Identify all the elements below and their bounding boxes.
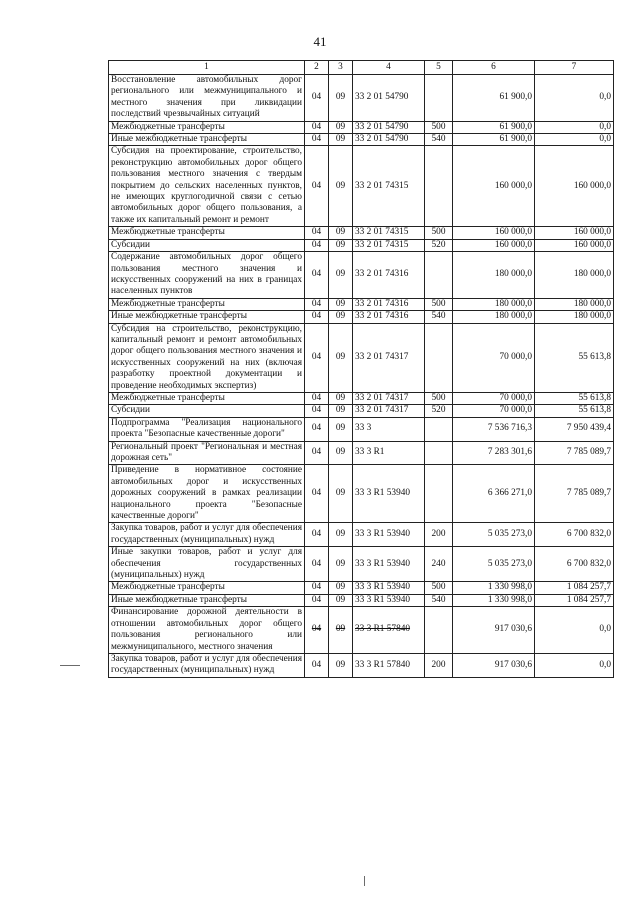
table-row — [109, 134, 614, 146]
amount-year1-cell: 6 366 271,0 — [453, 465, 535, 523]
amount-year1-cell: 160 000,0 — [453, 146, 535, 227]
target-code-cell: 33 3 R1 57840 — [353, 607, 425, 654]
expense-type-cell: 240 — [425, 547, 453, 582]
item-name-cell: Субсидия на проектирование, строительство, реконструкцию автомобильных дорог общего пользования местного значения с твердым покрытием до сельских населенных пунктов, не имеющих круглогодичной связи с сетью автомобильных дорог общего пользования, а также их капитальный ремонт и ремонт — [109, 146, 305, 227]
item-name-cell: Подпрограмма "Реализация национального проекта "Безопасные качественные дороги" — [109, 417, 305, 441]
item-name-cell: Восстановление автомобильных дорог регионального или межмуниципального и местного значения при ликвидации последствий чрезвычайных ситуаций — [109, 75, 305, 122]
expense-type-cell: 520 — [425, 405, 453, 417]
table-row — [109, 523, 614, 547]
target-code-cell: 33 2 01 74315 — [353, 227, 425, 239]
expense-type-cell: 500 — [425, 582, 453, 594]
item-name-cell: Закупка товаров, работ и услуг для обеспечения государственных (муниципальных) нужд — [109, 653, 305, 677]
expense-type-cell: 540 — [425, 311, 453, 323]
item-name-cell: Межбюджетные трансферты — [109, 298, 305, 310]
target-code-cell: 33 2 01 54790 — [353, 121, 425, 133]
target-code-cell: 33 3 R1 — [353, 441, 425, 465]
section-cell: 04 — [305, 134, 329, 146]
target-code-cell: 33 2 01 74317 — [353, 323, 425, 392]
column-header: 2 — [305, 61, 329, 75]
column-header: 1 — [109, 61, 305, 75]
subsection-cell: 09 — [329, 146, 353, 227]
item-name-cell: Содержание автомобильных дорог общего пользования местного значения и искусственных сооружений на них в границах населенных пунктов — [109, 252, 305, 299]
scan-mark-bottom — [364, 876, 365, 886]
table-row — [109, 582, 614, 594]
column-header: 6 — [453, 61, 535, 75]
amount-year1-cell: 70 000,0 — [453, 323, 535, 392]
section-cell: 04 — [305, 653, 329, 677]
subsection-cell: 09 — [329, 547, 353, 582]
amount-year2-cell: 180 000,0 — [535, 311, 614, 323]
expense-type-cell: 500 — [425, 392, 453, 404]
expense-type-cell — [425, 323, 453, 392]
table-row — [109, 653, 614, 677]
item-name-cell: Иные межбюджетные трансферты — [109, 594, 305, 606]
target-code-cell: 33 2 01 74315 — [353, 239, 425, 251]
item-name-cell: Межбюджетные трансферты — [109, 392, 305, 404]
amount-year2-cell: 1 084 257,7 — [535, 594, 614, 606]
expense-type-cell: 540 — [425, 134, 453, 146]
table-row — [109, 594, 614, 606]
amount-year1-cell: 70 000,0 — [453, 392, 535, 404]
target-code-cell: 33 3 R1 53940 — [353, 594, 425, 606]
subsection-cell: 09 — [329, 607, 353, 654]
target-code-cell: 33 3 R1 53940 — [353, 465, 425, 523]
item-name-cell: Субсидии — [109, 405, 305, 417]
amount-year1-cell: 160 000,0 — [453, 227, 535, 239]
table-row — [109, 239, 614, 251]
subsection-cell: 09 — [329, 311, 353, 323]
table-row — [109, 607, 614, 654]
item-name-cell: Субсидия на строительство, реконструкцию, капитальный ремонт и ремонт автомобильных дорог общего пользования местного значения и искусственных сооружений на них (включая разработку проектной документации и проведение необходимых экспертиз) — [109, 323, 305, 392]
expense-type-cell — [425, 146, 453, 227]
column-header: 5 — [425, 61, 453, 75]
target-code-cell: 33 2 01 74317 — [353, 392, 425, 404]
expense-type-cell — [425, 252, 453, 299]
amount-year1-cell: 1 330 998,0 — [453, 594, 535, 606]
amount-year2-cell: 55 613,8 — [535, 392, 614, 404]
expense-type-cell: 520 — [425, 239, 453, 251]
amount-year1-cell: 61 900,0 — [453, 134, 535, 146]
section-cell: 04 — [305, 75, 329, 122]
amount-year2-cell: 7 785 089,7 — [535, 441, 614, 465]
amount-year1-cell: 5 035 273,0 — [453, 547, 535, 582]
table-row — [109, 121, 614, 133]
amount-year1-cell: 917 030,6 — [453, 607, 535, 654]
section-cell: 04 — [305, 239, 329, 251]
amount-year2-cell: 160 000,0 — [535, 227, 614, 239]
column-header: 3 — [329, 61, 353, 75]
table-row — [109, 547, 614, 582]
item-name-cell: Региональный проект "Региональная и местная дорожная сеть" — [109, 441, 305, 465]
item-name-cell: Финансирование дорожной деятельности в отношении автомобильных дорог общего пользования регионального или межмуниципального, местного значения — [109, 607, 305, 654]
subsection-cell: 09 — [329, 121, 353, 133]
item-name-cell: Межбюджетные трансферты — [109, 582, 305, 594]
amount-year2-cell: 6 700 832,0 — [535, 523, 614, 547]
scan-mark-left — [60, 665, 80, 666]
section-cell: 04 — [305, 607, 329, 654]
target-code-cell: 33 3 R1 57840 — [353, 653, 425, 677]
amount-year2-cell: 160 000,0 — [535, 146, 614, 227]
target-code-cell: 33 2 01 54790 — [353, 75, 425, 122]
expense-type-cell — [425, 417, 453, 441]
expense-type-cell: 200 — [425, 523, 453, 547]
target-code-cell: 33 2 01 74317 — [353, 405, 425, 417]
item-name-cell: Иные межбюджетные трансферты — [109, 134, 305, 146]
column-header: 4 — [353, 61, 425, 75]
subsection-cell: 09 — [329, 134, 353, 146]
table-row — [109, 298, 614, 310]
section-cell: 04 — [305, 252, 329, 299]
expense-type-cell — [425, 441, 453, 465]
section-cell: 04 — [305, 405, 329, 417]
subsection-cell: 09 — [329, 298, 353, 310]
amount-year2-cell: 180 000,0 — [535, 252, 614, 299]
amount-year2-cell: 7 785 089,7 — [535, 465, 614, 523]
subsection-cell: 09 — [329, 653, 353, 677]
item-name-cell: Закупка товаров, работ и услуг для обеспечения государственных (муниципальных) нужд — [109, 523, 305, 547]
subsection-cell: 09 — [329, 239, 353, 251]
subsection-cell: 09 — [329, 582, 353, 594]
amount-year1-cell: 160 000,0 — [453, 239, 535, 251]
budget-table — [108, 60, 614, 678]
expense-type-cell: 200 — [425, 653, 453, 677]
amount-year2-cell: 55 613,8 — [535, 405, 614, 417]
table-row — [109, 146, 614, 227]
amount-year1-cell: 61 900,0 — [453, 75, 535, 122]
amount-year1-cell: 70 000,0 — [453, 405, 535, 417]
amount-year1-cell: 7 283 301,6 — [453, 441, 535, 465]
amount-year2-cell: 1 084 257,7 — [535, 582, 614, 594]
expense-type-cell — [425, 75, 453, 122]
amount-year2-cell: 0,0 — [535, 607, 614, 654]
table-row — [109, 323, 614, 392]
amount-year1-cell: 917 030,6 — [453, 653, 535, 677]
section-cell: 04 — [305, 311, 329, 323]
amount-year1-cell: 1 330 998,0 — [453, 582, 535, 594]
expense-type-cell — [425, 607, 453, 654]
page-number: 41 — [313, 34, 327, 49]
amount-year2-cell: 0,0 — [535, 653, 614, 677]
target-code-cell: 33 3 R1 53940 — [353, 523, 425, 547]
section-cell: 04 — [305, 227, 329, 239]
target-code-cell: 33 2 01 74316 — [353, 311, 425, 323]
subsection-cell: 09 — [329, 465, 353, 523]
section-cell: 04 — [305, 523, 329, 547]
expense-type-cell: 540 — [425, 594, 453, 606]
subsection-cell: 09 — [329, 405, 353, 417]
item-name-cell: Приведение в нормативное состояние автомобильных дорог и искусственных дорожных сооружений в рамках реализации национального проекта "Безопасные качественные дороги" — [109, 465, 305, 523]
section-cell: 04 — [305, 417, 329, 441]
amount-year2-cell: 180 000,0 — [535, 298, 614, 310]
target-code-cell: 33 3 R1 53940 — [353, 582, 425, 594]
amount-year2-cell: 55 613,8 — [535, 323, 614, 392]
subsection-cell: 09 — [329, 441, 353, 465]
item-name-cell: Иные межбюджетные трансферты — [109, 311, 305, 323]
expense-type-cell — [425, 465, 453, 523]
target-code-cell: 33 2 01 54790 — [353, 134, 425, 146]
subsection-cell: 09 — [329, 252, 353, 299]
amount-year1-cell: 180 000,0 — [453, 298, 535, 310]
expense-type-cell: 500 — [425, 227, 453, 239]
table-row — [109, 405, 614, 417]
amount-year2-cell: 160 000,0 — [535, 239, 614, 251]
subsection-cell: 09 — [329, 523, 353, 547]
target-code-cell: 33 2 01 74316 — [353, 252, 425, 299]
item-name-cell: Межбюджетные трансферты — [109, 227, 305, 239]
item-name-cell: Межбюджетные трансферты — [109, 121, 305, 133]
subsection-cell: 09 — [329, 75, 353, 122]
subsection-cell: 09 — [329, 227, 353, 239]
section-cell: 04 — [305, 465, 329, 523]
section-cell: 04 — [305, 121, 329, 133]
item-name-cell: Иные закупки товаров, работ и услуг для обеспечения государственных (муниципальных) нужд — [109, 547, 305, 582]
section-cell: 04 — [305, 547, 329, 582]
target-code-cell: 33 3 R1 53940 — [353, 547, 425, 582]
subsection-cell: 09 — [329, 392, 353, 404]
item-name-cell: Субсидии — [109, 239, 305, 251]
table-header-row — [109, 61, 614, 75]
subsection-cell: 09 — [329, 594, 353, 606]
amount-year2-cell: 6 700 832,0 — [535, 547, 614, 582]
table-row — [109, 75, 614, 122]
section-cell: 04 — [305, 441, 329, 465]
table-row — [109, 311, 614, 323]
amount-year2-cell: 0,0 — [535, 121, 614, 133]
column-header: 7 — [535, 61, 614, 75]
amount-year2-cell: 0,0 — [535, 75, 614, 122]
table-row — [109, 465, 614, 523]
subsection-cell: 09 — [329, 323, 353, 392]
expense-type-cell: 500 — [425, 121, 453, 133]
table-row — [109, 227, 614, 239]
section-cell: 04 — [305, 323, 329, 392]
table-row — [109, 417, 614, 441]
amount-year1-cell: 7 536 716,3 — [453, 417, 535, 441]
expense-type-cell: 500 — [425, 298, 453, 310]
table-row — [109, 252, 614, 299]
target-code-cell: 33 2 01 74315 — [353, 146, 425, 227]
amount-year2-cell: 0,0 — [535, 134, 614, 146]
table-row — [109, 441, 614, 465]
target-code-cell: 33 2 01 74316 — [353, 298, 425, 310]
section-cell: 04 — [305, 392, 329, 404]
section-cell: 04 — [305, 594, 329, 606]
amount-year1-cell: 180 000,0 — [453, 311, 535, 323]
target-code-cell: 33 3 — [353, 417, 425, 441]
amount-year1-cell: 5 035 273,0 — [453, 523, 535, 547]
table-row — [109, 392, 614, 404]
amount-year2-cell: 7 950 439,4 — [535, 417, 614, 441]
amount-year1-cell: 61 900,0 — [453, 121, 535, 133]
section-cell: 04 — [305, 582, 329, 594]
amount-year1-cell: 180 000,0 — [453, 252, 535, 299]
subsection-cell: 09 — [329, 417, 353, 441]
section-cell: 04 — [305, 298, 329, 310]
section-cell: 04 — [305, 146, 329, 227]
